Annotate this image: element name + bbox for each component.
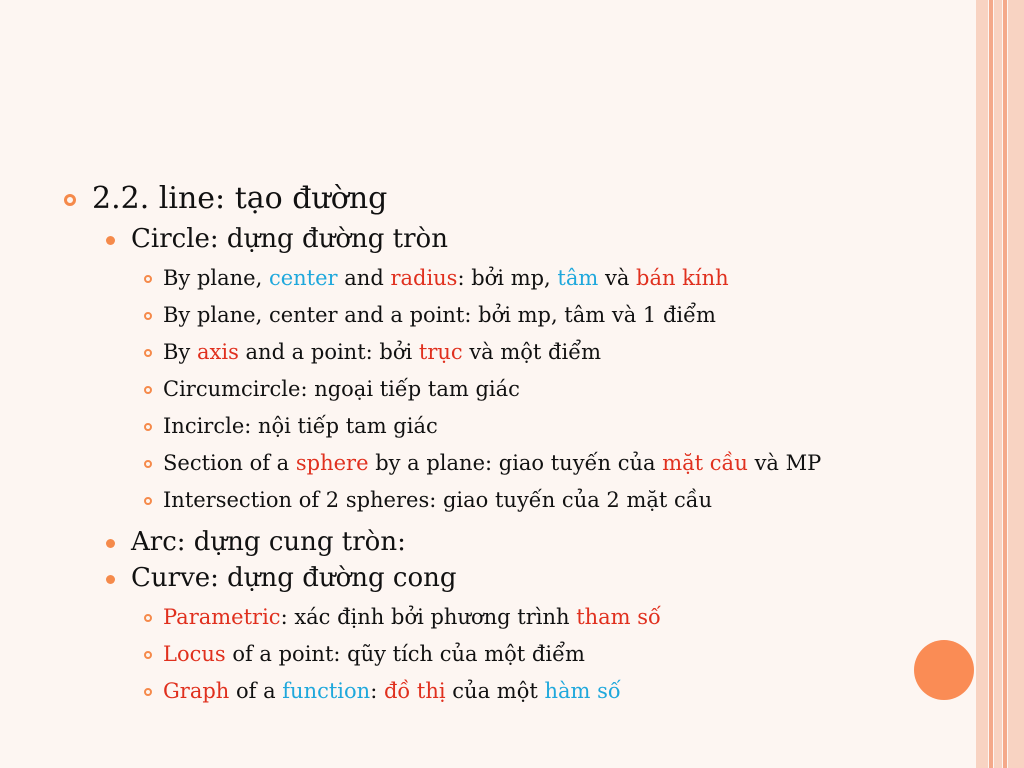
ring-bullet-icon [144,312,152,320]
highlight-term: đồ thị [383,679,446,703]
circle-section-title [106,226,944,252]
text-segment: và [598,266,637,290]
highlight-term: Parametric [163,605,281,629]
list-item [144,334,944,371]
dot-bullet-icon [106,575,115,584]
curve-section-title [106,565,944,591]
decorative-stripe [994,0,1002,768]
ring-bullet-icon [144,423,152,431]
arc-title-text: Arc: dựng cung tròn: [131,527,406,557]
circle-title-text: Circle: dựng đường tròn [131,224,448,254]
list-item-text: Incircle: nội tiếp tam giác [163,414,438,438]
highlight-term: function [282,679,371,703]
text-segment: By plane, [163,266,269,290]
arc-section-title [106,529,944,555]
text-segment: và một điểm [462,340,602,364]
highlight-term: Locus [163,642,226,666]
list-item-text [163,644,585,665]
ring-bullet-icon [144,386,152,394]
list-item-text [163,342,601,363]
list-item [144,297,944,334]
ring-bullet-icon [144,688,152,696]
text-segment: and [337,266,391,290]
ring-bullet-icon [144,275,152,283]
text-segment: : xác định bởi phương trình [280,605,577,629]
highlight-term: tâm [557,266,599,290]
decorative-stripe [976,0,988,768]
list-item [144,636,944,673]
text-segment: of a point: qũy tích của một điểm [225,642,585,666]
list-item [144,599,944,636]
ring-bullet-icon [144,349,152,357]
highlight-term: tham số [576,605,661,629]
highlight-term: mặt cầu [662,451,748,475]
list-item [144,408,944,445]
list-item-text [163,453,821,474]
dot-bullet-icon [106,539,115,548]
decorative-stripe [1008,0,1024,768]
list-item [144,260,944,297]
highlight-term: Graph [163,679,230,703]
slide-content [64,181,944,710]
text-segment: by a plane: giao tuyến của [368,451,663,475]
list-item-text: Circumcircle: ngoại tiếp tam giác [163,377,520,401]
curve-title-text: Curve: dựng đường cong [131,563,457,593]
ring-bullet-icon [144,651,152,659]
list-item [144,371,944,408]
list-item-text: By plane, center and a point: bởi mp, tâm và 1 điểm [163,303,716,327]
list-item-text: Intersection of 2 spheres: giao tuyến của 2 mặt cầu [163,488,713,512]
ring-bullet-icon [144,497,152,505]
highlight-term: sphere [295,451,369,475]
text-segment: of a [229,679,283,703]
list-item-text [163,607,661,628]
highlight-term: bán kính [636,266,729,290]
highlight-term: center [268,266,338,290]
decorative-stripe [1003,0,1007,768]
decorative-right-border [976,0,1024,768]
text-segment: : bởi mp, [457,266,558,290]
highlight-term: radius [390,266,458,290]
ring-bullet-icon [144,614,152,622]
list-item [144,482,944,519]
list-item-text [163,268,729,289]
slide-heading: 2.2. line: tạo đường [92,181,388,216]
text-segment: By [163,340,197,364]
list-item [144,445,944,482]
highlight-term: axis [196,340,239,364]
ring-bullet-icon [144,460,152,468]
list-item [144,673,944,710]
text-segment: : [370,679,384,703]
list-item-text [163,681,621,702]
heading-bullet-line [64,181,944,216]
decorative-stripe [989,0,993,768]
text-segment: và MP [747,451,822,475]
text-segment: của một [445,679,545,703]
text-segment: Section of a [163,451,296,475]
dot-bullet-icon [106,236,115,245]
ring-bullet-icon [64,194,76,206]
highlight-term: hàm số [544,679,621,703]
highlight-term: trục [418,340,463,364]
text-segment: and a point: bởi [238,340,419,364]
